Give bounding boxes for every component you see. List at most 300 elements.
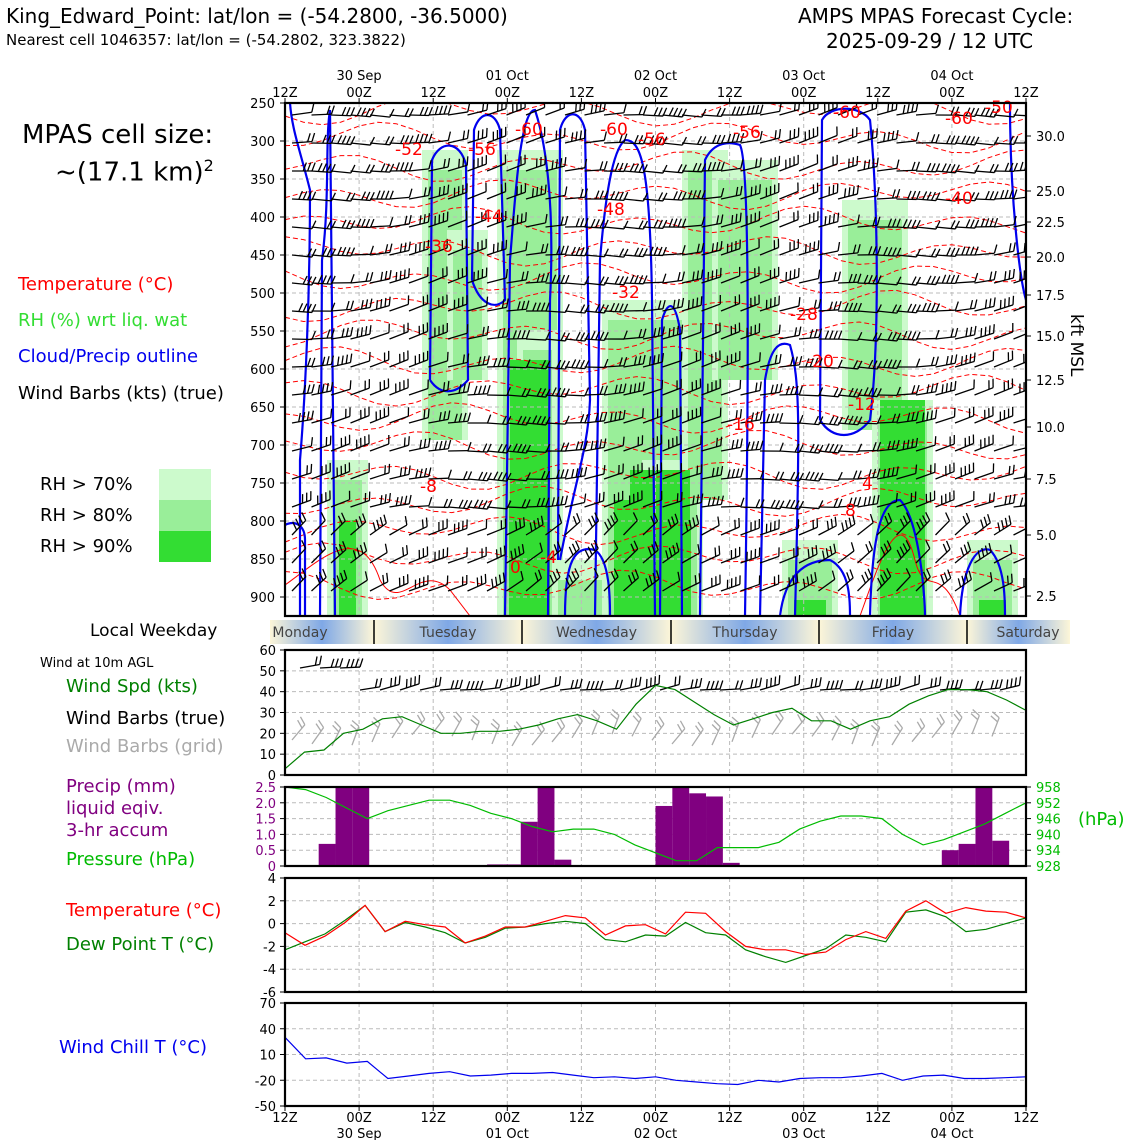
wind-barb-feather xyxy=(435,678,436,687)
wind-barb-feather xyxy=(656,720,661,728)
wind-barb-feather xyxy=(815,678,817,687)
legend-rh: RH (%) wrt liq. wat xyxy=(18,310,188,331)
bottom-hour-label: 12Z xyxy=(716,1111,743,1126)
wind-barb-shaft xyxy=(312,728,324,744)
wind-barb-feather xyxy=(1033,161,1036,170)
wind-barb-feather xyxy=(717,438,718,447)
panel-tick-label: 2.0 xyxy=(255,796,276,812)
wind-barb-shaft xyxy=(585,447,605,451)
wind-barb-shaft xyxy=(370,115,390,117)
wind-barb-feather xyxy=(524,517,525,526)
pressure-tick-label: 300 xyxy=(250,135,275,150)
wind-barb-feather xyxy=(346,355,347,364)
pressure-tick-label: 350 xyxy=(250,173,275,188)
wind-barb-feather xyxy=(400,244,401,253)
top-hour-label: 12Z xyxy=(865,86,891,101)
wind-barb-feather xyxy=(584,100,585,109)
wind-barb-shaft xyxy=(390,251,409,255)
wind-barb-feather xyxy=(437,714,442,722)
wind-barb-feather xyxy=(942,275,945,283)
wind-barb-shaft xyxy=(312,171,332,172)
wind-barb-feather xyxy=(887,679,888,688)
wind-barb-feather xyxy=(956,680,958,689)
wind-barb-feather xyxy=(947,135,951,143)
wind-barb-shaft xyxy=(409,115,429,116)
wind-barb-feather xyxy=(717,135,720,143)
wind-barb-feather xyxy=(342,107,345,115)
wind-barb-feather xyxy=(678,219,681,227)
wind-barb-shaft xyxy=(331,255,351,256)
wind-barb-feather xyxy=(600,439,602,448)
wind-barb-feather xyxy=(755,678,757,687)
wind-barb-shaft xyxy=(741,390,760,395)
bottom-hour-label: 12Z xyxy=(1013,1111,1039,1126)
wind-barb-shaft xyxy=(682,171,702,172)
wind-barb-feather xyxy=(856,681,859,690)
wind-barb-feather xyxy=(351,725,358,731)
wind-barb-feather xyxy=(420,440,421,449)
wind-barb-feather xyxy=(366,108,370,116)
panel-tick-label: 40 xyxy=(259,685,276,701)
wind-barb-feather xyxy=(633,716,639,723)
wind-barb-shaft xyxy=(468,164,487,171)
top-date-label: 30 Sep xyxy=(336,69,382,84)
cloud-outline xyxy=(1010,103,1026,300)
wind-barb-feather xyxy=(975,326,976,335)
wind-barb-feather xyxy=(932,134,935,142)
wind-barb-feather xyxy=(1029,497,1031,506)
top-hour-label: 00Z xyxy=(939,86,965,101)
wind-barb-shaft xyxy=(360,687,380,690)
wind-barb-shaft xyxy=(860,687,880,690)
wind-barb-shaft xyxy=(955,472,974,479)
wind-barb-shaft xyxy=(955,500,974,507)
wind-barb-feather xyxy=(520,519,521,528)
wind-barb-feather xyxy=(405,162,408,170)
wind-barb-feather xyxy=(323,275,327,283)
wind-barb-shaft xyxy=(920,685,939,690)
cell-size-text: ~(17.1 km) xyxy=(55,157,204,188)
wind-barb-feather xyxy=(559,676,560,685)
wind-barb-shaft xyxy=(975,388,994,395)
wind-barb-feather xyxy=(691,679,693,688)
wind-barb-shaft xyxy=(468,394,488,395)
wind-barb-feather xyxy=(361,327,362,336)
wind-barb-shaft xyxy=(600,688,620,690)
temperature-contour-label: -44 xyxy=(475,207,503,227)
precip-label-2: liquid eqiv. xyxy=(66,798,164,819)
wind-barb-feather xyxy=(740,213,741,222)
wind-barb-shaft xyxy=(877,198,897,199)
wind-barb-feather xyxy=(541,186,542,195)
wind-barb-feather xyxy=(693,299,694,308)
wind-barb-feather xyxy=(585,550,589,558)
wind-barb-feather xyxy=(1000,679,1002,688)
wind-barb-feather xyxy=(820,677,822,686)
wind-barb-feather xyxy=(370,272,372,281)
panel-tick-label: 60 xyxy=(259,644,276,659)
wind-barb-shaft xyxy=(585,111,605,115)
kft-tick-label: 12.5 xyxy=(1036,374,1065,389)
wind-barb-feather xyxy=(946,383,947,392)
wind-barb-shaft xyxy=(663,280,683,283)
wind-barb-feather xyxy=(400,271,401,280)
wind-barb-feather xyxy=(678,724,682,732)
wind-barb-feather xyxy=(1013,269,1014,278)
panel-tick-label: 10 xyxy=(259,1048,276,1064)
pressure-tick-label: 800 xyxy=(250,515,275,530)
wind-barb-feather xyxy=(319,720,324,727)
wind-barb-feather xyxy=(771,414,774,423)
wind-barb-feather xyxy=(591,681,594,690)
wind-barb-feather xyxy=(377,300,378,309)
wind-barb-feather xyxy=(381,191,384,199)
wind-barb-feather xyxy=(873,721,880,727)
wind-barb-feather xyxy=(591,219,595,227)
wind-barb-feather xyxy=(795,357,797,366)
wind-barb-shaft xyxy=(507,367,527,368)
pressure-label: Pressure (hPa) xyxy=(66,849,196,870)
wind-barb-feather xyxy=(944,572,947,580)
wind-barb-shaft xyxy=(320,667,340,668)
wind-barb-feather xyxy=(990,272,992,281)
wind-barb-shaft xyxy=(975,444,994,451)
wind-barb-shaft xyxy=(936,310,956,311)
wind-barb-feather xyxy=(780,443,783,451)
temperature-contour-label: -52 xyxy=(395,140,423,160)
wind-barb-feather xyxy=(487,385,490,394)
wind-barb-feather xyxy=(954,714,960,721)
wind-barb-shaft xyxy=(1014,446,1033,451)
wind-barb-shaft xyxy=(292,500,311,507)
legend-rh70-label: RH > 70% xyxy=(40,474,133,495)
wind-barb-feather xyxy=(912,304,916,312)
wind-barb-feather xyxy=(380,678,382,687)
wind-barb-feather xyxy=(678,192,682,200)
wind-barb-shaft xyxy=(780,164,799,171)
wind-barb-shaft xyxy=(429,584,448,591)
wind-barb-feather xyxy=(468,442,471,450)
wind-barb-feather xyxy=(472,715,479,721)
precip-bar xyxy=(656,806,673,866)
wind-barb-shaft xyxy=(643,199,663,201)
wind-barb-feather xyxy=(695,679,697,688)
panel-tick-label: -20 xyxy=(254,1074,276,1090)
pressure-tick-label: 250 xyxy=(250,97,275,112)
wind-barb-feather xyxy=(872,130,873,139)
temperature-contour-label: -32 xyxy=(612,283,640,303)
wind-barb-feather xyxy=(721,437,722,446)
wind-barb-feather xyxy=(589,519,593,527)
wind-barb-shaft xyxy=(799,278,818,283)
wind-barb-feather xyxy=(941,575,944,583)
wind-barb-feather xyxy=(565,246,568,255)
kft-tick-label: 5.0 xyxy=(1036,529,1057,544)
wind-barb-feather xyxy=(659,717,664,725)
main-cross-section-panel xyxy=(250,69,1065,616)
wind-barb-shaft xyxy=(390,115,410,117)
wind-barbs-grid-label: Wind Barbs (grid) xyxy=(66,736,224,757)
wind-barb-feather xyxy=(318,385,319,394)
wind-barb-shaft xyxy=(663,115,683,117)
panel-tick-label: -4 xyxy=(263,963,276,979)
bottom-hour-label: 00Z xyxy=(939,1111,965,1126)
wind-barb-feather xyxy=(423,519,424,528)
wind-barb-shaft xyxy=(932,722,944,738)
wind-barb-shaft xyxy=(838,451,858,452)
wind-barb-feather xyxy=(1014,190,1017,199)
wind-barb-shaft xyxy=(994,305,1013,311)
wind-barb-shaft xyxy=(955,521,970,535)
wind-barb-feather xyxy=(986,191,990,199)
wind-barb-feather xyxy=(1033,496,1035,505)
wind-barb-feather xyxy=(981,520,984,529)
wind-barb-feather xyxy=(714,720,720,726)
wind-barb-feather xyxy=(818,240,819,249)
wind-barb-shaft xyxy=(858,550,873,563)
wind-barb-shaft xyxy=(331,227,351,229)
wind-barb-feather xyxy=(1033,467,1035,476)
wind-barb-feather xyxy=(366,219,369,227)
wind-barb-feather xyxy=(424,410,425,419)
wind-barb-shaft xyxy=(652,724,664,740)
wind-barb-feather xyxy=(399,675,400,684)
wind-barb-feather xyxy=(576,218,579,226)
pressure-tick-label: 940 xyxy=(1036,828,1061,844)
wind-barb-feather xyxy=(892,131,893,140)
wind-barb-shaft xyxy=(1014,115,1034,116)
wind-barb-feather xyxy=(912,162,915,171)
wind-barb-feather xyxy=(834,417,838,425)
wind-barb-shaft xyxy=(760,584,779,591)
wind-barb-shaft xyxy=(994,332,1013,339)
wind-barb-feather xyxy=(604,161,607,170)
wind-barb-feather xyxy=(795,327,797,336)
wind-barb-feather xyxy=(741,498,744,507)
wind-barb-feather xyxy=(897,160,899,169)
top-hour-label: 00Z xyxy=(790,86,817,101)
wind-barb-feather xyxy=(962,136,966,144)
wind-barb-shaft xyxy=(720,689,740,690)
wind-barb-feather xyxy=(966,219,970,227)
wind-barb-feather xyxy=(732,469,734,478)
wind-barb-shaft xyxy=(292,725,305,740)
panel-tick-label: 10 xyxy=(259,748,276,764)
wind-barb-feather xyxy=(756,499,760,507)
wind-barb-feather xyxy=(420,712,424,720)
top-hour-label: 00Z xyxy=(494,86,521,101)
wind-barb-feather xyxy=(830,331,833,339)
wind-barb-feather xyxy=(497,549,498,558)
wind-barb-shaft xyxy=(312,283,332,284)
wind-barb-feather xyxy=(312,411,314,420)
hpa-axis-label: (hPa) xyxy=(1078,809,1125,830)
wind-barb-feather xyxy=(366,164,370,172)
temperature-contour-label: -8 xyxy=(420,477,437,497)
wind-barb-shaft xyxy=(955,282,975,283)
wind-barb-feather xyxy=(931,679,932,688)
wind-barb-feather xyxy=(576,441,578,450)
wind-barb-feather xyxy=(479,386,482,395)
wind-barb-feather xyxy=(600,161,603,170)
wind-barb-feather xyxy=(347,659,350,668)
wind-barb-feather xyxy=(454,716,460,723)
wind-barb-feather xyxy=(576,541,580,549)
wind-barb-feather xyxy=(459,500,463,508)
legend-rh80-label: RH > 80% xyxy=(40,505,133,526)
wind-barb-feather xyxy=(908,304,912,312)
wind-barb-feather xyxy=(932,192,936,200)
wind-barb-feather xyxy=(1029,438,1030,447)
pressure-tick-label: 934 xyxy=(1036,844,1061,860)
wind-barb-shaft xyxy=(580,689,600,690)
wind-barb-feather xyxy=(955,381,956,390)
wind-barb-feather xyxy=(955,354,957,363)
wind-barb-shaft xyxy=(1000,685,1019,690)
temperature-contour-label: -60 xyxy=(515,120,543,140)
wind-barb-shaft xyxy=(740,687,760,690)
pressure-tick-label: 946 xyxy=(1036,812,1061,828)
wind-barb-shaft xyxy=(760,556,779,563)
wind-barb-feather xyxy=(825,331,828,339)
wind-barb-feather xyxy=(1005,190,1008,199)
wind-barb-feather xyxy=(362,219,365,227)
wind-barb-feather xyxy=(505,546,506,555)
wind-barb-feather xyxy=(303,276,307,284)
wind-barb-feather xyxy=(347,193,351,201)
wind-barb-feather xyxy=(908,220,912,228)
wind-barb-feather xyxy=(516,722,522,729)
top-date-label: 01 Oct xyxy=(485,69,529,84)
wind10-label: Wind at 10m AGL xyxy=(40,656,154,671)
wind-barb-feather xyxy=(970,354,971,363)
wind-barb-feather xyxy=(701,296,702,305)
wind-barb-feather xyxy=(835,517,836,526)
pressure-tick-label: 550 xyxy=(250,325,275,340)
wind-barb-feather xyxy=(760,678,762,687)
wind-barb-feather xyxy=(351,274,354,282)
wind-barb-shaft xyxy=(680,687,700,690)
wind-barb-feather xyxy=(576,360,580,368)
wind-barb-feather xyxy=(308,358,311,367)
wind-barb-feather xyxy=(405,243,406,252)
wind-barb-feather xyxy=(576,132,577,141)
wind-barb-shaft xyxy=(955,416,974,423)
wind-barb-feather xyxy=(537,187,538,196)
wind-barb-shaft xyxy=(604,227,624,229)
wind-barb-feather xyxy=(912,103,914,112)
wind-barb-shaft xyxy=(799,451,819,453)
wind-barb-feather xyxy=(917,359,920,367)
wind-barb-shaft xyxy=(624,171,644,173)
wind-barb-feather xyxy=(327,356,329,365)
wind-barb-shaft xyxy=(331,309,351,311)
wind-barb-shaft xyxy=(351,281,371,283)
wind-barb-feather xyxy=(756,412,758,421)
wind-barb-feather xyxy=(588,547,592,555)
wind-barb-feather xyxy=(799,356,801,365)
wind-barb-shaft xyxy=(448,507,468,509)
wind-barb-feather xyxy=(699,573,700,582)
wind-barb-feather xyxy=(1009,466,1010,475)
wind-barb-feather xyxy=(444,106,447,115)
wind-barb-shaft xyxy=(672,729,685,744)
wind-barb-feather xyxy=(600,191,603,199)
wind-barb-feather xyxy=(791,386,794,395)
wind-barb-shaft xyxy=(312,577,327,591)
wind-barb-shaft xyxy=(392,721,403,738)
kft-tick-label: 15.0 xyxy=(1036,330,1065,345)
wind-barb-feather xyxy=(439,187,440,196)
wind-barb-feather xyxy=(560,719,565,727)
wind-barb-feather xyxy=(299,303,303,311)
wind-barb-feather xyxy=(323,569,326,577)
top-hour-label: 12Z xyxy=(1013,86,1039,101)
wind-barb-feather xyxy=(401,496,403,505)
wind-barb-feather xyxy=(737,469,739,478)
wind-barb-shaft xyxy=(780,277,799,283)
wind-barb-shaft xyxy=(799,249,818,255)
wind-barb-shaft xyxy=(643,227,663,228)
wind-barb-feather xyxy=(347,136,351,144)
temperature-contour-label: -40 xyxy=(945,189,973,209)
wind-barb-feather xyxy=(405,108,409,116)
bottom-date-label: 02 Oct xyxy=(633,1127,678,1140)
wind-barb-feather xyxy=(491,723,498,729)
kft-tick-label: 25.0 xyxy=(1036,185,1065,200)
wind-barb-shaft xyxy=(331,171,351,173)
wind-barb-feather xyxy=(834,214,835,223)
wind-barb-feather xyxy=(335,721,341,728)
wind-chill-label: Wind Chill T (°C) xyxy=(59,1037,207,1058)
wind-barb-feather xyxy=(779,129,780,138)
wind-barb-feather xyxy=(947,681,949,690)
wind-barb-feather xyxy=(385,494,386,503)
wind-barb-feather xyxy=(849,187,850,196)
wind-barb-shaft xyxy=(792,719,805,734)
wind-barb-shaft xyxy=(390,474,409,479)
wind-barb-feather xyxy=(866,544,869,552)
wind-barb-feather xyxy=(572,247,576,255)
wind-barb-feather xyxy=(385,544,387,553)
wind-barb-feather xyxy=(880,679,882,688)
panel-tick-label: 0 xyxy=(267,917,276,933)
wind-barb-feather xyxy=(381,495,382,504)
wind-barb-shaft xyxy=(760,111,780,115)
wind-barb-feather xyxy=(751,679,753,688)
precip-bar xyxy=(352,787,369,866)
wind-barb-shaft xyxy=(370,333,389,339)
weekday-name: Friday xyxy=(871,625,915,641)
wind-barb-feather xyxy=(537,725,542,733)
wind-barb-feather xyxy=(417,715,421,723)
wind-barb-feather xyxy=(1002,520,1004,529)
wind-barb-shaft xyxy=(799,192,818,199)
wind-barb-feather xyxy=(565,186,567,195)
wind-barb-feather xyxy=(975,273,978,282)
wind-barb-feather xyxy=(373,522,375,531)
wind-barb-feather xyxy=(342,356,343,365)
wind-barb-feather xyxy=(459,159,460,168)
wind-barb-shaft xyxy=(916,227,936,229)
wind-barb-feather xyxy=(476,681,479,690)
wind-barb-feather xyxy=(732,440,734,449)
precip-bar xyxy=(538,787,555,866)
wind-barb-shaft xyxy=(741,507,761,508)
wind-barb-shaft xyxy=(702,504,722,507)
wind-barb-shaft xyxy=(540,685,559,690)
wind-barb-feather xyxy=(776,472,780,480)
